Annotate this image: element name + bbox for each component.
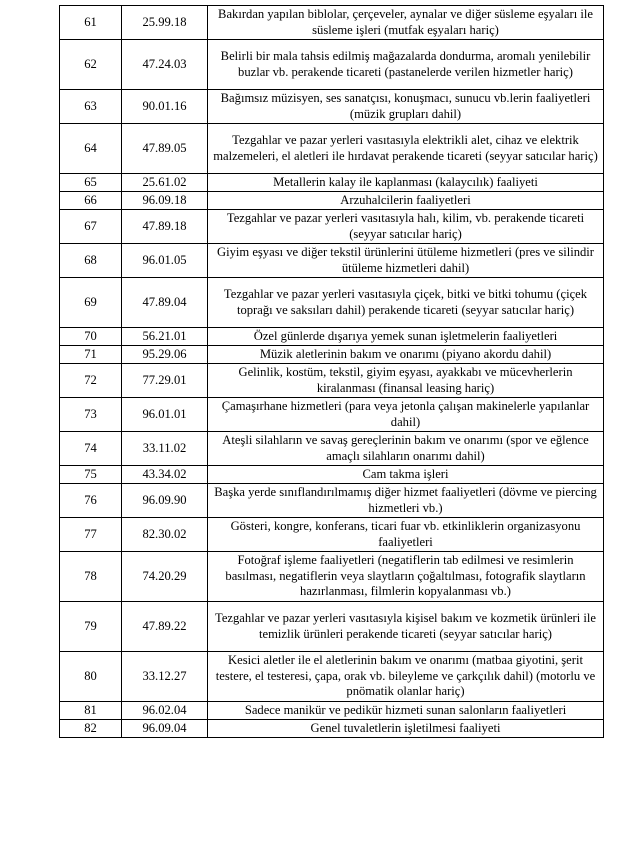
- table-row: [60, 702, 604, 720]
- table-row: [60, 278, 604, 328]
- activity-description-cell: Tezgahlar ve pazar yerleri vasıtasıyla çiçek, bitki ve bitki tohumu (çiçek toprağı ve saksıları dahil) perakende ticareti (seyyar satıcılar hariç): [208, 278, 604, 328]
- activity-code-cell: 96.01.05: [122, 244, 208, 278]
- row-number-cell: 68: [60, 244, 122, 278]
- row-number-cell: 81: [60, 702, 122, 720]
- activity-description-cell: Tezgahlar ve pazar yerleri vasıtasıyla elektrikli alet, cihaz ve elektrik malzemeleri, el aletleri ile hırdavat perakende ticareti (seyyar satıcılar hariç): [208, 124, 604, 174]
- table-row: [60, 244, 604, 278]
- activity-code-cell: 74.20.29: [122, 552, 208, 602]
- row-number-cell: 66: [60, 192, 122, 210]
- table-row: [60, 192, 604, 210]
- activity-code-cell: 47.89.22: [122, 602, 208, 652]
- row-number-cell: 70: [60, 328, 122, 346]
- activity-description-cell: Tezgahlar ve pazar yerleri vasıtasıyla kişisel bakım ve kozmetik ürünleri ile temizlik ürünleri perakende ticareti (seyyar satıcılar hariç): [208, 602, 604, 652]
- activity-code-cell: 90.01.16: [122, 90, 208, 124]
- row-number-cell: 77: [60, 518, 122, 552]
- table-row: [60, 720, 604, 738]
- row-number-cell: 80: [60, 652, 122, 702]
- activity-description-cell: Sadece manikür ve pedikür hizmeti sunan salonların faaliyetleri: [208, 702, 604, 720]
- activity-description-cell: Metallerin kalay ile kaplanması (kalaycılık) faaliyeti: [208, 174, 604, 192]
- table-row: [60, 398, 604, 432]
- table-row: [60, 6, 604, 40]
- table-row: [60, 210, 604, 244]
- activity-code-cell: 96.09.90: [122, 484, 208, 518]
- row-number-cell: 74: [60, 432, 122, 466]
- row-number-cell: 61: [60, 6, 122, 40]
- activity-description-cell: Ateşli silahların ve savaş gereçlerinin bakım ve onarımı (spor ve eğlence amaçlı silahların onarımı dahil): [208, 432, 604, 466]
- activity-code-cell: 77.29.01: [122, 364, 208, 398]
- table-row: [60, 432, 604, 466]
- row-number-cell: 65: [60, 174, 122, 192]
- activity-code-cell: 33.12.27: [122, 652, 208, 702]
- table-row: [60, 518, 604, 552]
- activity-description-cell: Cam takma işleri: [208, 466, 604, 484]
- activity-description-cell: Tezgahlar ve pazar yerleri vasıtasıyla halı, kilim, vb. perakende ticareti (seyyar satıcılar hariç): [208, 210, 604, 244]
- activity-code-cell: 95.29.06: [122, 346, 208, 364]
- row-number-cell: 71: [60, 346, 122, 364]
- activity-description-cell: Giyim eşyası ve diğer tekstil ürünlerini ütüleme hizmetleri (pres ve silindir ütüleme hizmetleri dahil): [208, 244, 604, 278]
- activity-description-cell: Genel tuvaletlerin işletilmesi faaliyeti: [208, 720, 604, 738]
- activity-code-table: [59, 5, 604, 738]
- activity-code-cell: 47.24.03: [122, 40, 208, 90]
- row-number-cell: 76: [60, 484, 122, 518]
- activity-code-cell: 25.61.02: [122, 174, 208, 192]
- table-row: [60, 328, 604, 346]
- table-row: [60, 484, 604, 518]
- table-row: [60, 552, 604, 602]
- activity-code-cell: 96.01.01: [122, 398, 208, 432]
- row-number-cell: 73: [60, 398, 122, 432]
- row-number-cell: 69: [60, 278, 122, 328]
- table-row: [60, 90, 604, 124]
- table-row: [60, 124, 604, 174]
- activity-description-cell: Başka yerde sınıflandırılmamış diğer hizmet faaliyetleri (dövme ve piercing hizmetleri vb.): [208, 484, 604, 518]
- activity-description-cell: Bakırdan yapılan biblolar, çerçeveler, aynalar ve diğer süsleme eşyaları ile süsleme işleri (mutfak eşyaları hariç): [208, 6, 604, 40]
- row-number-cell: 72: [60, 364, 122, 398]
- row-number-cell: 62: [60, 40, 122, 90]
- row-number-cell: 75: [60, 466, 122, 484]
- activity-description-cell: Kesici aletler ile el aletlerinin bakım ve onarımı (matbaa giyotini, şerit testere, el testeresi, çapa, orak vb. bileyleme ve çarkçılık dahil) (motorlu ve pnömatik olanlar hariç): [208, 652, 604, 702]
- row-number-cell: 79: [60, 602, 122, 652]
- activity-code-cell: 96.02.04: [122, 702, 208, 720]
- activity-code-cell: 96.09.18: [122, 192, 208, 210]
- activity-description-cell: Arzuhalcilerin faaliyetleri: [208, 192, 604, 210]
- activity-code-cell: 33.11.02: [122, 432, 208, 466]
- row-number-cell: 78: [60, 552, 122, 602]
- activity-description-cell: Çamaşırhane hizmetleri (para veya jetonla çalışan makinelerle yapılanlar dahil): [208, 398, 604, 432]
- row-number-cell: 67: [60, 210, 122, 244]
- row-number-cell: 64: [60, 124, 122, 174]
- activity-description-cell: Belirli bir mala tahsis edilmiş mağazalarda dondurma, aromalı yenilebilir buzlar vb. perakende ticareti (pastanelerde verilen hizmetler hariç): [208, 40, 604, 90]
- activity-description-cell: Bağımsız müzisyen, ses sanatçısı, konuşmacı, sunucu vb.lerin faaliyetleri (müzik grupları dahil): [208, 90, 604, 124]
- table-row: [60, 174, 604, 192]
- activity-description-cell: Müzik aletlerinin bakım ve onarımı (piyano akordu dahil): [208, 346, 604, 364]
- activity-description-cell: Gelinlik, kostüm, tekstil, giyim eşyası, ayakkabı ve mücevherlerin kiralanması (finansal leasing hariç): [208, 364, 604, 398]
- activity-code-cell: 82.30.02: [122, 518, 208, 552]
- activity-code-cell: 47.89.18: [122, 210, 208, 244]
- table-row: [60, 346, 604, 364]
- activity-code-cell: 96.09.04: [122, 720, 208, 738]
- table-row: [60, 602, 604, 652]
- activity-code-cell: 43.34.02: [122, 466, 208, 484]
- activity-description-cell: Özel günlerde dışarıya yemek sunan işletmelerin faaliyetleri: [208, 328, 604, 346]
- activity-code-cell: 25.99.18: [122, 6, 208, 40]
- row-number-cell: 82: [60, 720, 122, 738]
- table-row: [60, 466, 604, 484]
- activity-code-cell: 56.21.01: [122, 328, 208, 346]
- table-body: [60, 6, 604, 738]
- activity-code-cell: 47.89.05: [122, 124, 208, 174]
- table-row: [60, 40, 604, 90]
- activity-description-cell: Gösteri, kongre, konferans, ticari fuar vb. etkinliklerin organizasyonu faaliyetleri: [208, 518, 604, 552]
- table-row: [60, 364, 604, 398]
- activity-description-cell: Fotoğraf işleme faaliyetleri (negatiflerin tab edilmesi ve resimlerin basılması, negatiflerin veya slaytların çoğaltılması, fotografik slaytların hazırlanması, filmlerin kopyalanması vb.): [208, 552, 604, 602]
- activity-code-cell: 47.89.04: [122, 278, 208, 328]
- row-number-cell: 63: [60, 90, 122, 124]
- table-row: [60, 652, 604, 702]
